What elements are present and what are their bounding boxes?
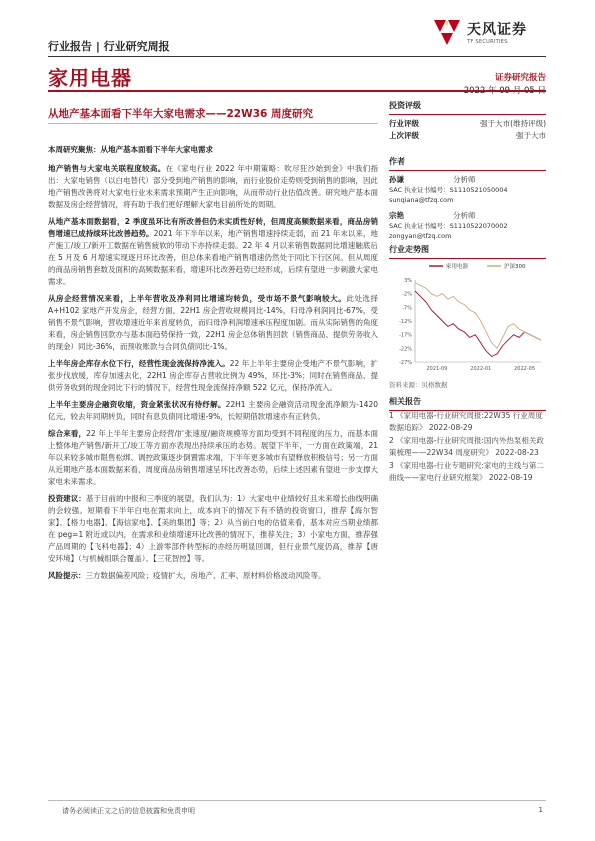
paragraph-text: 2021 年下半年以来，地产销售增速持续走弱，而 21 年末以来，地产施工/竣工/新开工数据在销售疲软的带动下亦持续走弱。22 年 4 月以来销售数据同比增速触底后在 5 月及 6 月增速实现逐月环比改善，但总体来看地产销售增速仍然处于同比下行区间。但从周度的商品房销售套数及面积的高频数据来看，增速环比改善趋势已经形成，后续有望进一步刺激大家电需求。 (48, 229, 379, 286)
footer-divider (48, 800, 546, 801)
industry-trend-chart (389, 258, 546, 378)
x-tick-label: 2022-05 (514, 366, 536, 372)
authors-divider (389, 170, 546, 171)
related-section (389, 396, 546, 411)
footer-disclaimer: 请务必阅读正文之后的信息披露和免责申明 (62, 807, 195, 815)
series-line (415, 291, 541, 357)
paragraph-lead: 综合来看， (48, 429, 87, 438)
paragraph (48, 399, 378, 423)
trend-chart-svg (389, 258, 546, 378)
author-block (389, 211, 546, 241)
page-number: 1 (538, 806, 543, 814)
author-email[interactable]: sunqiana@tfzq.com (389, 196, 454, 204)
paragraph (48, 293, 378, 353)
y-tick-label: -7% (402, 305, 412, 312)
y-tick-label: -22% (399, 346, 412, 353)
logo-mark-icon (432, 18, 462, 46)
paragraph-lead: 从房企经营情况来看，上半年营收及净利同比增速均转负，受市场不景气影响较大。 (48, 294, 347, 303)
paragraph-text: 22H1 主要房企融资活动现金流净额为-1420 亿元，较去年同期转负，同时有息负债同比增速-9%，长短期借款增速亦有正转负。 (48, 400, 378, 421)
header-divider (48, 56, 546, 57)
industry-rating-row (389, 118, 546, 130)
chart-section (389, 244, 546, 259)
legend-label: 沪深300 (504, 264, 526, 270)
company-logo (432, 14, 552, 50)
related-report-link[interactable]: 3 《家用电器-行业专题研究:家电的主线与第二曲线——家电行业研究框架》 2022-08-19 (389, 461, 544, 482)
y-tick-label: 3% (404, 278, 412, 284)
paragraph-lead: 风险提示： (48, 571, 86, 580)
y-tick-label: -12% (399, 319, 412, 325)
paragraph-lead: 投资建议： (48, 494, 86, 503)
y-tick-label: -17% (399, 332, 412, 339)
chart-source: 资料来源：贝格数据 (389, 381, 448, 389)
author-name: 宗艳 (389, 211, 404, 220)
paragraph (48, 358, 378, 394)
paragraph-lead: 上半年主要房企融资收缩，资金紧张状况有待纾解。 (48, 400, 226, 409)
report-title: 从地产基本面看下半年大家电需求——22W36 周度研究 (48, 108, 313, 120)
rating-section (389, 100, 546, 142)
authors-heading: 作者 (389, 157, 405, 166)
author-cert: SAC 执业证书编号：S1110522070002 (389, 222, 508, 230)
author-cert: SAC 执业证书编号：S1110521050004 (389, 186, 508, 194)
x-tick-label: 2022-01 (470, 366, 492, 372)
invest-rating-heading: 投资评级 (389, 101, 421, 110)
author-block (389, 175, 546, 205)
title-divider (48, 123, 378, 124)
rating-divider (389, 114, 546, 115)
paragraph-lead: 地产销售与大家电关联程度较高。 (48, 164, 166, 173)
paragraph-text: 在《家电行业 2022 年中期策略：吹尽狂沙始到金》中我们指出：大家电销售（以白电替代）部分受到地产销售的影响，而行业股价走势则受到销售的影响，因此地产销售改善将对大家电行业未来需求预期产生正向影响，从而带动行业估值改善。研究地产基本面数据及房企经营情况，将有助于我们更好理解大家电目前所处的周期。 (48, 164, 379, 209)
paragraph-lead: 上半年房企库存水位下行，经营性现金流保持净流入。 (48, 359, 230, 368)
paragraph-lead: 从地产基本面数据看，2 季度虽环比有所改善但仍未实质性好转，但周度高频数据来看，商品房销售增速已成持续环比改善趋势。 (48, 217, 378, 238)
paragraph-text: 22 年上半年主要房企经营/扩张速度/融资规模等方面均受到不同程度的压力，而基本面上整体地产销售/新开工/竣工等方面亦表现出持续承压的态势。展望下半年，一方面在政策端，21 年以来较多城市限售松绑、调控政策逐步倒置需求端，下半年更多城市有望释放积极信号；另一方面从近期地产基本面数据来看，周度商品房销售增速呈环比改善态势，后续上述因素有望进一步支撑大家电未来需求。 (48, 429, 379, 486)
x-tick-label: 2021-09 (426, 366, 448, 372)
related-heading: 相关报告 (389, 397, 421, 406)
legend-label: 家用电器 (446, 264, 469, 270)
prev-rating-row (389, 130, 546, 142)
y-tick-label: -27% (399, 360, 412, 366)
report-type: 证券研究报告 (494, 73, 546, 83)
logo-name-cn: 天风证券 (467, 22, 527, 38)
doc-type-label: 行业报告 | 行业研究周报 (48, 40, 170, 53)
paragraph-text: 22 年上半年主要房企受地产不景气影响，扩张步伐放缓，库存加速去化，22H1 房企库存占营收比例为 49%，环比-3%；同时在销售商品、提供劳务收到的现金同比下行的情况下，经营性现金流保持净额 522 亿元，保持净流入。 (48, 359, 378, 392)
author-name: 孙谦 (389, 175, 404, 184)
main-body (48, 144, 378, 587)
industry-rating-value: 强于大市(维持评级) (480, 119, 546, 128)
author-role: 分析师 (453, 211, 476, 220)
paragraph (48, 216, 378, 288)
paragraph-text: 此处选择 A+H102 家地产开发房企，经营方面，22H1 房企营收规模同比-14%，归母净利润同比-67%，受销售不景气影响，营收增速近年来首度转负，而归母净利润增速承压程度加剧。而从实际销售的角度来看，房企销售回款亦与基本面趋势保持一致，22H1 房企总体销售回款（销售商品、提供劳务收入的现金）同比-36%，而预收账款与合同负债同比-1%。 (48, 294, 378, 351)
related-list (389, 410, 546, 485)
prev-rating-key: 上次评级 (389, 131, 419, 140)
paragraph (48, 428, 378, 488)
chart-heading: 行业走势图 (389, 245, 429, 254)
sector-title: 家用电器 (48, 66, 132, 90)
paragraph (48, 163, 378, 211)
logo-name-en: TF SECURITIES (467, 39, 508, 45)
related-report-link[interactable]: 1 《家用电器-行业研究周报:22W35 行业周度数据追踪》 2022-08-29 (389, 411, 543, 432)
industry-rating-key: 行业评级 (389, 119, 419, 128)
y-tick-label: -2% (402, 291, 412, 298)
prev-rating-value: 强于大市 (516, 131, 546, 140)
paragraph (48, 570, 378, 582)
related-report-link[interactable]: 2 《家用电器-行业研究周报:国内外热泵相关政策梳理——22W34 周度研究》 2022-08-23 (389, 436, 544, 457)
paragraph-text: 基于目前的中报和三季度的展望，我们认为：1）大家电中业绩较好且未来增长曲线明确的会较强。短期看下半年白电在需求向上，成本向下的情况下有不错的投资窗口，推荐【海尔智家】、【格力电器】、【海信家电】、【美的集团】等；2）从当前白电的估值来看，基本对应当期业绩都在 peg=1 附近或以内，在需求和业绩增速环比改善的情况下，推荐关注；3）小家电方面，推荐强产品周期的【飞科电器】；4）上游零部件转型标的亦经历明显回调，但行业景气度仍高，推荐【唐安环境】（与机械组联合覆盖）、【三花智控】等。 (48, 494, 379, 563)
sector-divider (48, 90, 546, 92)
focus-heading: 本周研究聚焦：从地产基本面看下半年大家电需求 (48, 145, 213, 154)
paragraph-text: 三方数据偏差风险；疫情扩大，房地产、汇率、原材料价格波动风险等。 (85, 571, 326, 580)
author-email[interactable]: zongyan@tfzq.com (389, 232, 452, 240)
authors-section (389, 156, 546, 241)
paragraph (48, 493, 378, 565)
author-role: 分析师 (453, 175, 476, 184)
